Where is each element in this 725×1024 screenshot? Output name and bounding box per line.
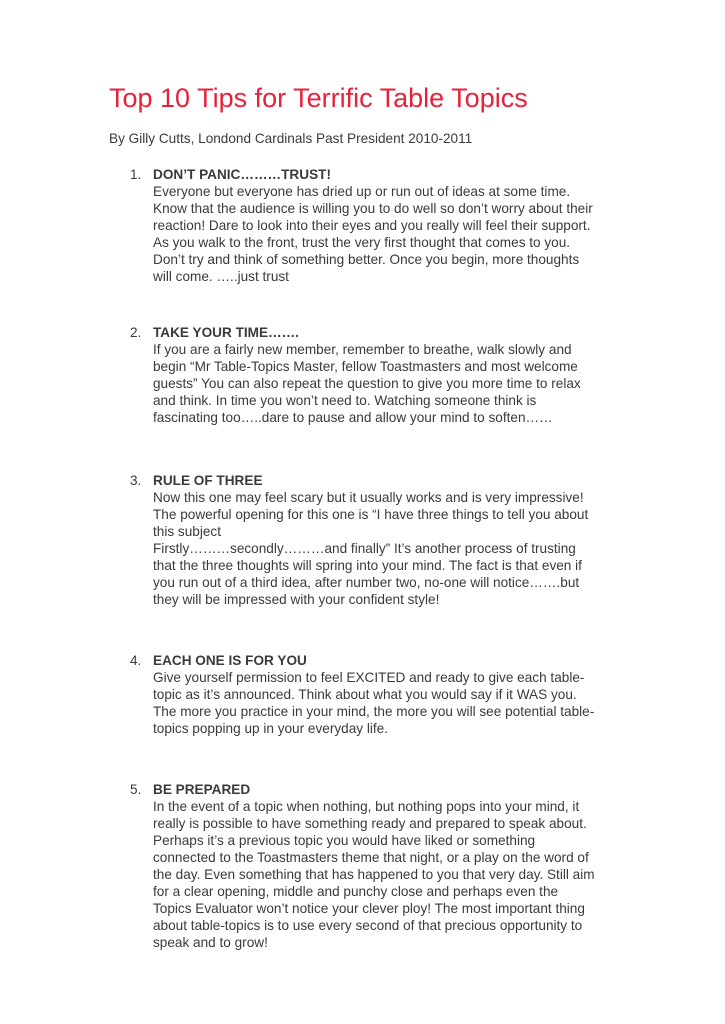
tip-line: this subject [153,524,222,540]
tip-body [153,781,623,951]
tip-heading: TAKE YOUR TIME……. [153,325,300,340]
tip-body [153,652,623,737]
tip-line: Give yourself permission to feel EXCITED and ready to give each table- [153,670,585,685]
tip-line: topics popping up in your everyday life. [153,721,389,737]
tip-line: In the event of a topic when nothing, but nothing pops into your mind, it [153,799,580,814]
tip-number: 4. [130,653,142,668]
tip-line: As you walk to the front, trust the very first thought that comes to you. [153,235,571,251]
tip-line: Topics Evaluator won’t notice your clever ploy! The most important thing [153,901,585,917]
tip-line: for a clear opening, middle and punchy close and perhaps even the [153,884,559,900]
tip-line: The more you practice in your mind, the more you will see potential table- [153,704,595,720]
tip-number: 2. [130,325,142,340]
document-title: Top 10 Tips for Terrific Table Topics [109,83,528,113]
tip-body [153,166,623,285]
tip-line: connected to the Toastmasters theme that night, or a play on the word of [153,850,589,866]
tip-line: Now this one may feel scary but it usually works and is very impressive! [153,490,584,505]
tip-line: that the three thoughts will spring into your mind. The fact is that even if [153,558,582,574]
tip-line: Perhaps it’s a previous topic you would have liked or something [153,833,536,849]
document-byline: By Gilly Cutts, Londond Cardinals Past President 2010-2011 [109,131,473,146]
tip-line: Know that the audience is willing you to do well so don’t worry about their [153,201,593,217]
tip-line: you run out of a third idea, after number two, no-one will notice…….but [153,575,580,591]
tip-heading: EACH ONE IS FOR YOU [153,653,307,668]
tip-line: The powerful opening for this one is “I have three things to tell you about [153,507,589,523]
tip-line: topic as it’s announced. Think about what you would say if it WAS you. [153,687,577,703]
tip-heading: BE PREPARED [153,782,251,797]
tip-heading: RULE OF THREE [153,473,263,488]
tip-body [153,324,623,426]
tip-body [153,472,623,608]
tip-line: and think. In time you won’t need to. Watching someone think is [153,393,537,409]
tip-number: 5. [130,782,142,797]
tip-line: begin “Mr Table-Topics Master, fellow Toastmasters and most welcome [153,359,578,375]
tip-line: Don’t try and think of something better. Once you begin, more thoughts [153,252,580,268]
tip-line: they will be impressed with your confident style! [153,592,440,608]
tip-line: about table-topics is to use every second of that precious opportunity to [153,918,583,934]
tip-number: 3. [130,473,142,488]
tip-line: guests” You can also repeat the question to give you more time to relax [153,376,581,392]
tip-line: fascinating too…..dare to pause and allow your mind to soften…… [153,410,553,426]
tip-line: speak and to grow! [153,935,268,951]
tip-number: 1. [130,167,142,182]
tip-line: really is possible to have something ready and prepared to speak about. [153,816,587,832]
tip-heading: DON’T PANIC………TRUST! [153,167,331,182]
tip-line: Firstly………secondly………and finally” It’s another process of trusting [153,541,576,557]
tip-line: the day. Even something that has happened to you that very day. Still aim [153,867,595,883]
tip-line: reaction! Dare to look into their eyes and you really will feel their support. [153,218,591,234]
tip-line: will come. …..just trust [153,269,289,285]
tip-line: Everyone but everyone has dried up or run out of ideas at some time. [153,184,571,199]
tip-line: If you are a fairly new member, remember to breathe, walk slowly and [153,342,572,357]
